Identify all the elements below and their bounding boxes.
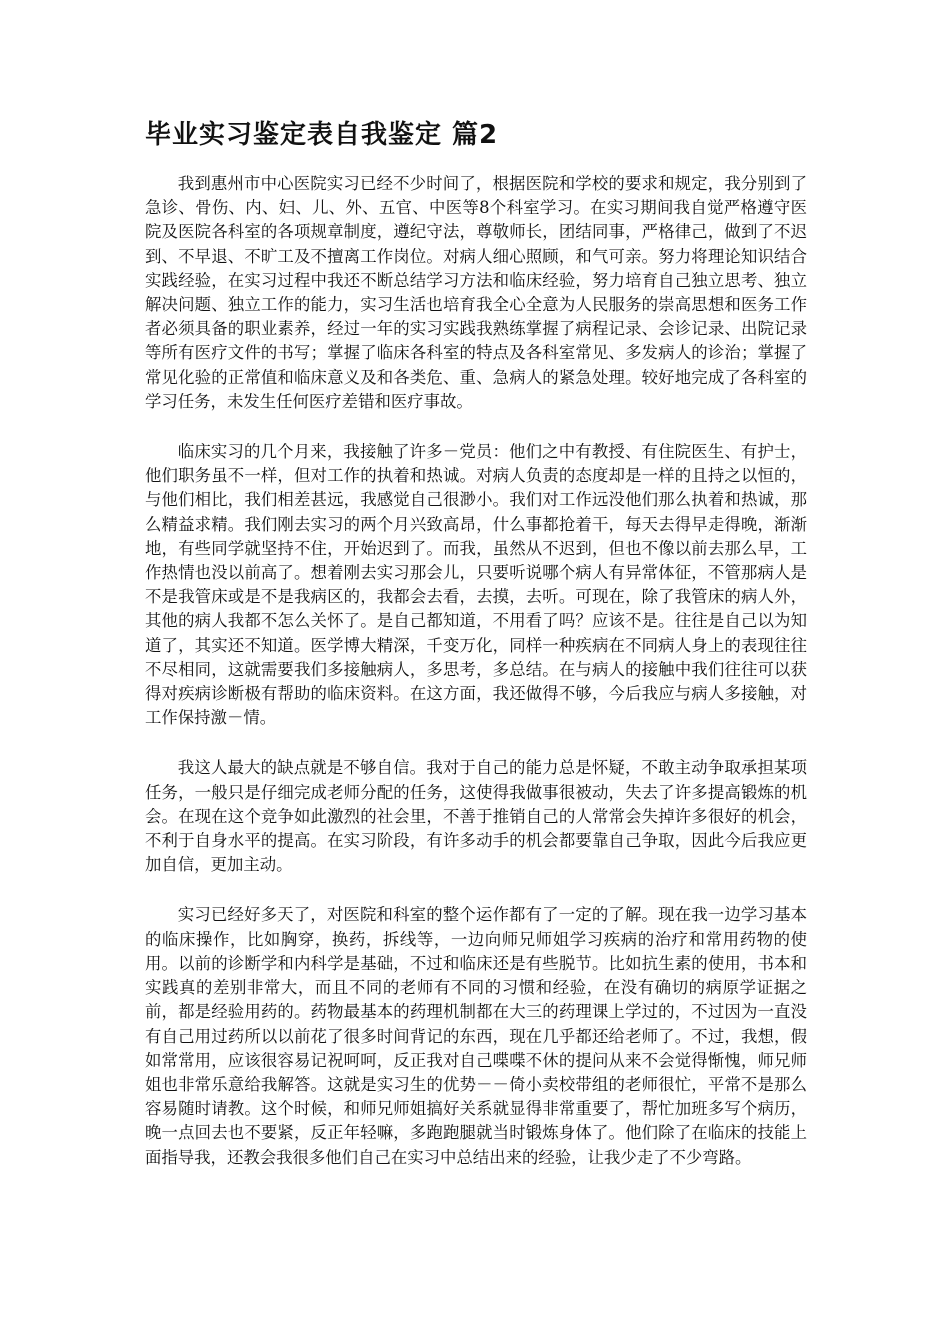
document-body <box>145 172 807 1170</box>
paragraph: 实习已经好多天了，对医院和科室的整个运作都有了一定的了解。现在我一边学习基本的临床操作，比如胸穿，换药，拆线等，一边向师兄师姐学习疾病的治疗和常用药物的使用。以前的诊断学和内科学是基础，不过和临床还是有些脱节。比如抗生素的使用，书本和实践真的差别非常大，而且不同的老师有不同的习惯和经验，在没有确切的病原学证据之前，都是经验用药的。药物最基本的药理机制都在大三的药理课上学过的，不过因为一直没有自己用过药所以以前花了很多时间背记的东西，现在几乎都还给老师了。不过，我想，假如常常用，应该很容易记祝呵呵，反正我对自己喋喋不休的提问从来不会觉得惭愧，师兄师姐也非常乐意给我解答。这就是实习生的优势－－倚小卖校带组的老师很忙，平常不是那么容易随时请教。这个时候，和师兄师姐搞好关系就显得非常重要了，帮忙加班多写个病历，晚一点回去也不要紧，反正年轻嘛，多跑跑腿就当时锻炼身体了。他们除了在临床的技能上面指导我，还教会我很多他们自己在实习中总结出来的经验，让我少走了不少弯路。 <box>145 905 807 1167</box>
paragraph: 临床实习的几个月来，我接触了许多－党员：他们之中有教授、有住院医生、有护士，他们职务虽不一样，但对工作的执着和热诚。对病人负责的态度却是一样的且持之以恒的，与他们相比，我们相差甚远，我感觉自己很渺小。我们对工作远没他们那么执着和热诚，那么精益求精。我们刚去实习的两个月兴致高昂，什么事都抢着干，每天去得早走得晚，渐渐地，有些同学就坚持不住，开始迟到了。而我，虽然从不迟到，但也不像以前去那么早，工作热情也没以前高了。想着刚去实习那会儿，只要听说哪个病人有异常体征，不管那病人是不是我管床或是不是我病区的，我都会去看，去摸，去听。可现在，除了我管床的病人外，其他的病人我都不怎么关怀了。是自己都知道，不用看了吗？应该不是。往往是自己以为知道了，其实还不知道。医学博大精深，千变万化，同样一种疾病在不同病人身上的表现往往不尽相同，这就需要我们多接触病人，多思考，多总结。在与病人的接触中我们往往可以获得对疾病诊断极有帮助的临床资料。在这方面，我还做得不够，今后我应与病人多接触，对工作保持激－情。 <box>145 442 807 728</box>
document-title: 毕业实习鉴定表自我鉴定 篇2 <box>145 120 499 150</box>
paragraph: 我这人最大的缺点就是不够自信。我对于自己的能力总是怀疑，不敢主动争取承担某项任务，一般只是仔细完成老师分配的任务，这使得我做事很被动，失去了许多提高锻炼的机会。在现在这个竞争如此激烈的社会里，不善于推销自己的人常常会失掉许多很好的机会，不利于自身水平的提高。在实习阶段，有许多动手的机会都要靠自己争取，因此今后我应更加自信，更加主动。 <box>145 758 807 875</box>
paragraph: 我到惠州市中心医院实习已经不少时间了，根据医院和学校的要求和规定，我分别到了急诊、骨伤、内、妇、儿、外、五官、中医等8个科室学习。在实习期间我自觉严格遵守医院及医院各科室的各项规章制度，遵纪守法，尊敬师长，团结同事，严格律己，做到了不迟到、不早退、不旷工及不擅离工作岗位。对病人细心照顾，和气可亲。努力将理论知识结合实践经验，在实习过程中我还不断总结学习方法和临床经验，努力培育自己独立思考、独立解决问题、独立工作的能力，实习生活也培育我全心全意为人民服务的崇高思想和医务工作者必须具备的职业素养，经过一年的实习实践我熟练掌握了病程记录、会诊记录、出院记录等所有医疗文件的书写；掌握了临床各科室的特点及各科室常见、多发病人的诊治；掌握了常见化验的正常值和临床意义及和各类危、重、急病人的紧急处理。较好地完成了各科室的学习任务，未发生任何医疗差错和医疗事故。 <box>145 174 807 411</box>
